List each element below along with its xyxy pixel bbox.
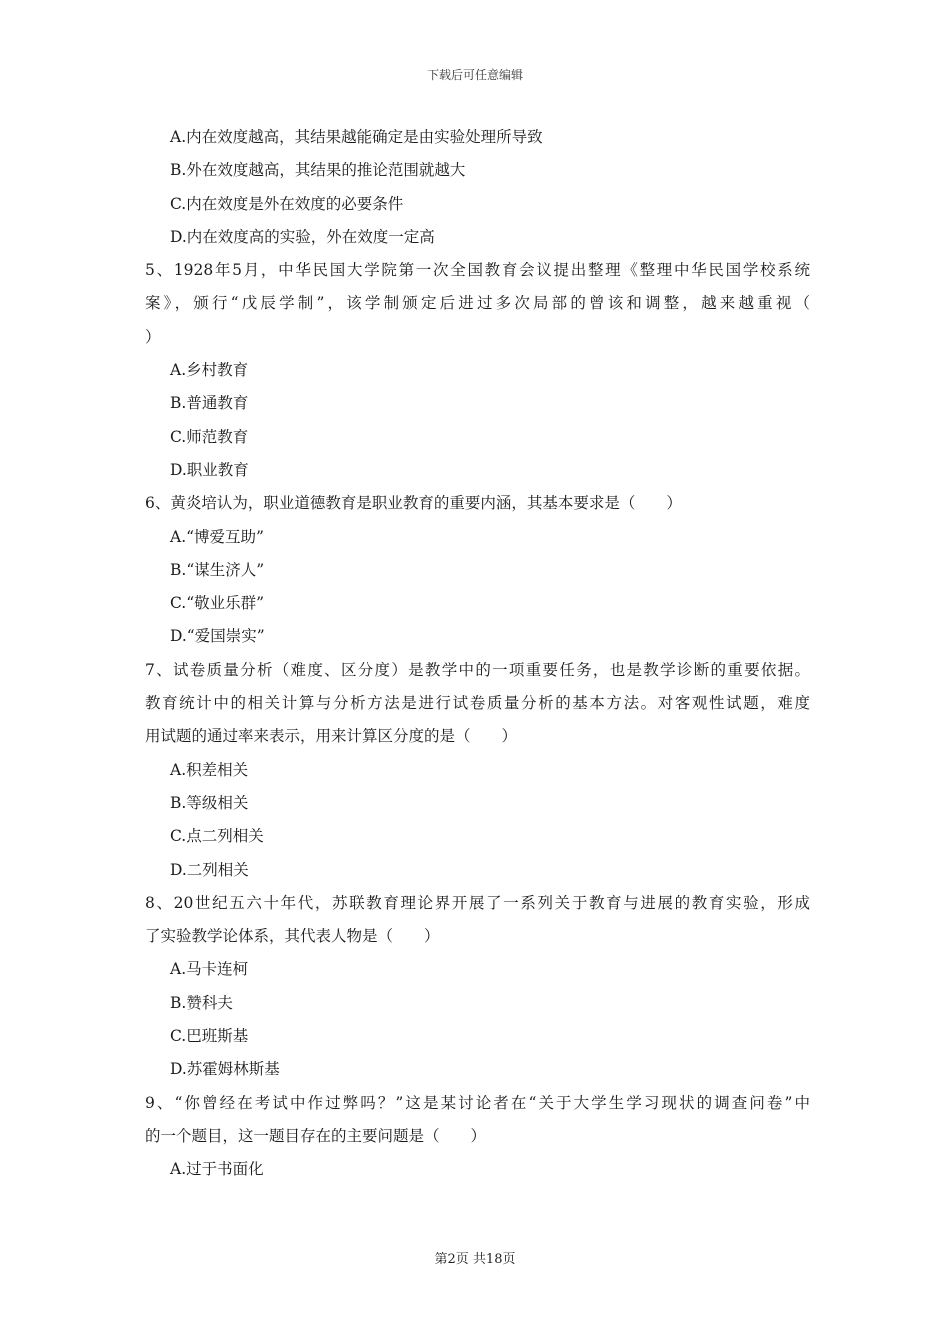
option-c: C.内在效度是外在效度的必要条件 <box>170 194 404 213</box>
question-text: 用试题的通过率来表示，用来计算区分度的是（ ） <box>145 727 518 746</box>
question-text: 5、1928年5月，中华民国大学院第一次全国教育会议提出整理《整理中华民国学校系统 <box>145 261 810 280</box>
option-c: C.点二列相关 <box>170 827 264 846</box>
question-text: 了实验教学论体系，其代表人物是（ ） <box>145 927 440 946</box>
option-a: A.积差相关 <box>170 760 249 779</box>
question-text: 案》，颁行“戊辰学制”，该学制颁定后进过多次局部的曾该和调整，越来越重视（ <box>145 294 810 313</box>
option-d: D.职业教育 <box>170 460 249 479</box>
option-c: C.巴班斯基 <box>170 1027 249 1046</box>
question-block <box>145 1087 810 1187</box>
question-text: 8、20世纪五六十年代，苏联教育理论界开展了一系列关于教育与进展的教育实验，形成 <box>145 893 810 912</box>
question-text: 9、“你曾经在考试中作过弊吗？”这是某讨论者在“关于大学生学习现状的调查问卷”中 <box>145 1093 810 1112</box>
option-a: A.“博爱互助” <box>170 527 264 546</box>
option-c: C.“敬业乐群” <box>170 594 265 613</box>
question-text: 6、黄炎培认为，职业道德教育是职业教育的重要内涵，其基本要求是（ ） <box>145 494 682 513</box>
option-a: A.过于书面化 <box>170 1160 264 1179</box>
question-block <box>145 254 810 487</box>
option-b: B.“谋生济人” <box>170 560 265 579</box>
option-d: D.内在效度高的实验，外在效度一定高 <box>170 227 435 246</box>
question-text: ） <box>145 327 161 346</box>
option-b: B.赞科夫 <box>170 993 233 1012</box>
option-d: D.二列相关 <box>170 860 249 879</box>
page-header: 下载后可任意编辑 <box>426 68 523 82</box>
option-a: A.内在效度越高，其结果越能确定是由实验处理所导致 <box>170 128 543 146</box>
question-block <box>145 487 810 653</box>
page-footer: 第2页 共18页 <box>434 1252 516 1267</box>
option-b: B.外在效度越高，其结果的推论范围就越大 <box>170 161 466 180</box>
option-b: B.等级相关 <box>170 793 249 812</box>
question-text: 的一个题目，这一题目存在的主要问题是（ ） <box>145 1126 487 1145</box>
option-d: D.“爱国崇实” <box>170 627 265 646</box>
question-text: 7、试卷质量分析（难度、区分度）是教学中的一项重要任务，也是教学诊断的重要依据。 <box>145 660 810 679</box>
question-list <box>145 121 810 1187</box>
question-block <box>145 121 810 254</box>
option-b: B.普通教育 <box>170 394 249 413</box>
option-c: C.师范教育 <box>170 427 249 446</box>
option-a: A.马卡连柯 <box>170 960 249 979</box>
question-block <box>145 887 810 1087</box>
option-a: A.乡村教育 <box>170 361 249 380</box>
question-text: 教育统计中的相关计算与分析方法是进行试卷质量分析的基本方法。对客观性试题，难度 <box>145 694 810 713</box>
option-d: D.苏霍姆林斯基 <box>170 1060 280 1079</box>
question-block <box>145 654 810 887</box>
